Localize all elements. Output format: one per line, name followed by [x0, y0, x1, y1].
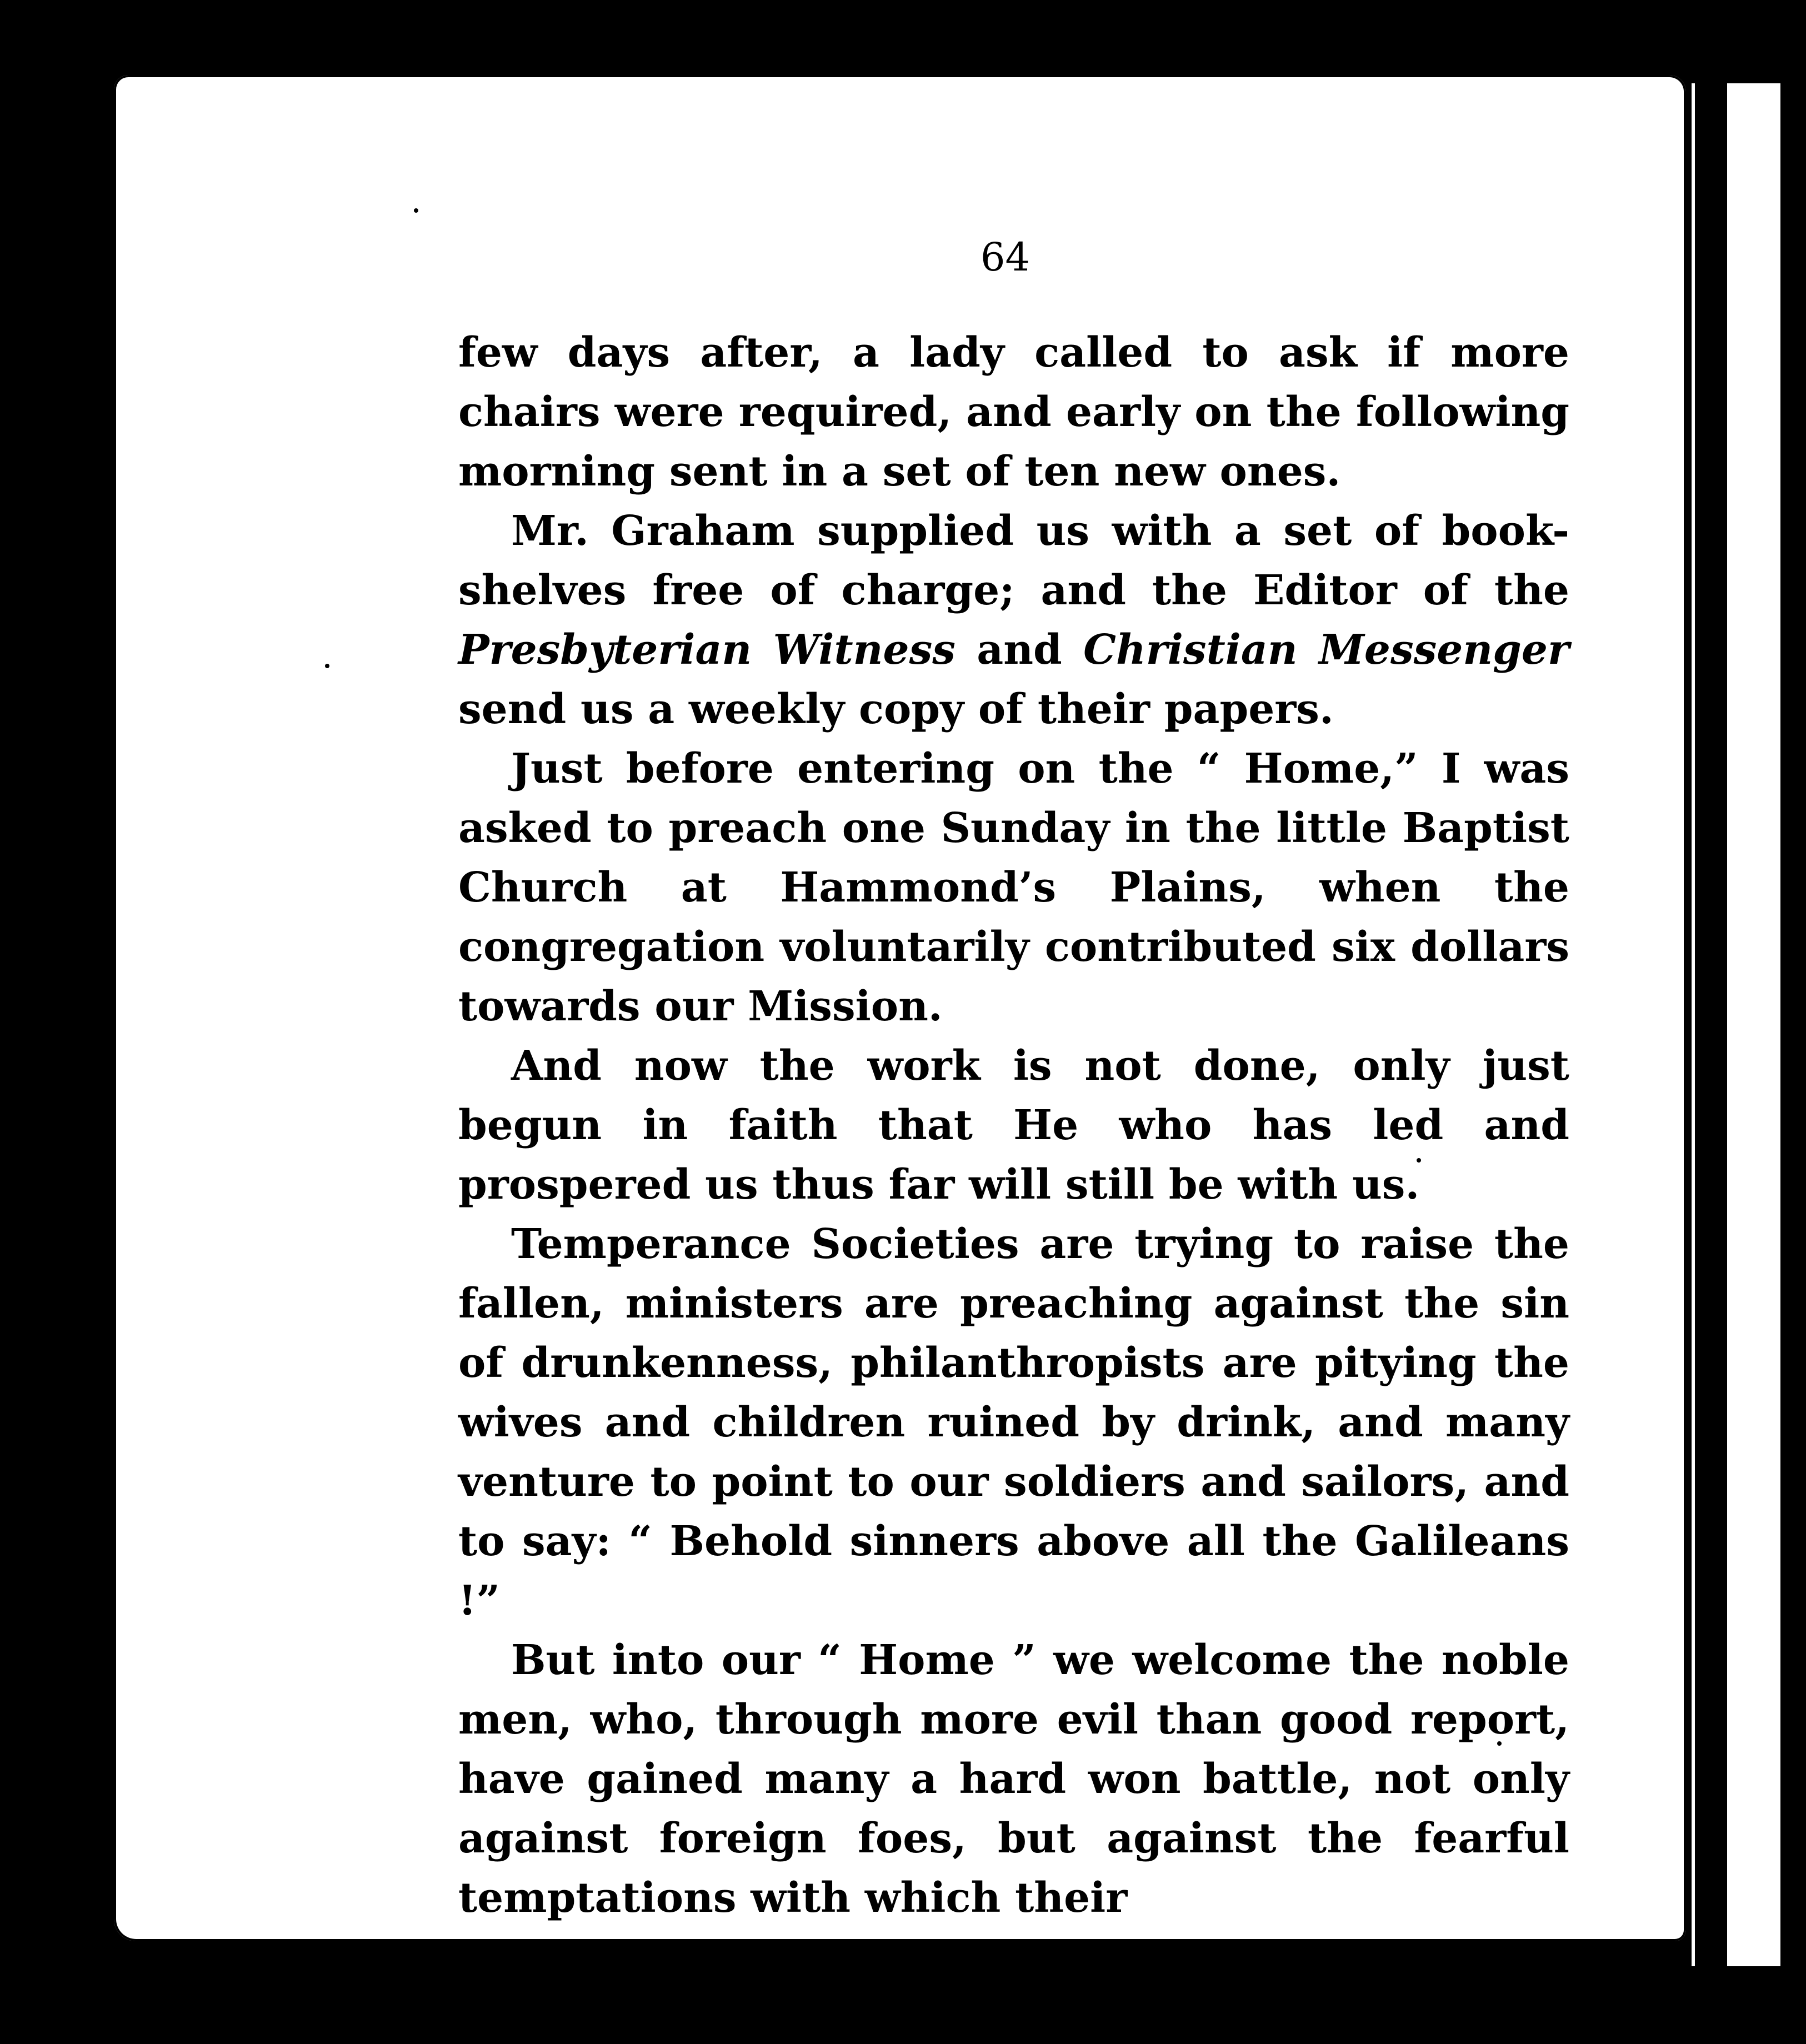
page-number: 64 — [980, 234, 1030, 280]
page-edge — [1692, 83, 1780, 1966]
body-text — [458, 323, 1569, 1928]
paragraph: Just before entering on the “ Home,” I was asked to preach one Sunday in the little Baptist Church at Hammond’s Plains, when the congregation voluntarily contributed six dollars towards our Mission. — [458, 745, 1569, 1030]
paragraph: few days after, a lady called to ask if more chairs were required, and early on the following morning sent in a set of ten new ones. — [458, 329, 1569, 495]
italic-title: Presbyterian Witness — [458, 626, 955, 674]
page-edge-shadow — [1695, 83, 1727, 1966]
paragraph — [458, 502, 1569, 739]
paragraph-text: send us a weekly copy of their papers. — [458, 685, 1334, 733]
paragraph-text: and — [955, 626, 1084, 674]
paragraph: But into our “ Home ” we welcome the noble men, who, through more evil than good report, have gained many a hard won battle, not only against foreign foes, but against the fearful temptations with which their — [458, 1636, 1569, 1922]
paragraph-text: Mr. Graham supplied us with a set of book-shelves free of charge; and the Editor of the — [458, 507, 1569, 614]
paragraph: And now the work is not done, only just begun in faith that He who has led and prospered us thus far will still be with us. — [458, 1042, 1569, 1209]
italic-title: Christian Messenger — [1083, 626, 1569, 674]
paragraph: Temperance Societies are trying to raise the fallen, ministers are preaching against the sin of drunkenness, philanthropists are pitying the wives and children ruined by drink, and many venture to point to our soldiers and sailors, and to say: “ Behold sinners above all the Galileans !” — [458, 1220, 1569, 1625]
